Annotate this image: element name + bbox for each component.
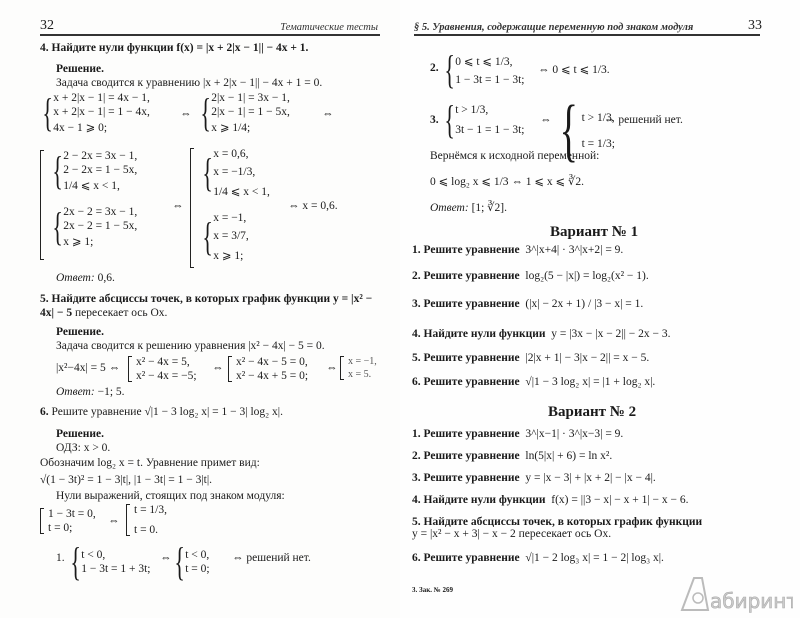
exercise-label: Решите уравнение	[423, 352, 520, 364]
substitution: Обозначим log₂ x = t. Уравнение примет вид:	[40, 457, 260, 469]
exercise-label: Найдите нули функции	[423, 494, 546, 506]
header-rule	[40, 34, 380, 36]
equiv-sign: ⇔	[540, 114, 552, 126]
exercise-expression: √|1 − 2 log₃ x| = 1 − 2| log₃ x|.	[525, 552, 664, 564]
square-bracket	[190, 148, 194, 268]
exercise-label: Решите уравнение	[423, 428, 520, 440]
odz: ОДЗ: x > 0.	[56, 442, 111, 454]
exercise-number: 6.	[412, 376, 421, 388]
back-substitution-text: Вернёмся к исходной переменной:	[430, 150, 600, 162]
equiv-sign: ⇔	[322, 108, 334, 120]
exercise-label: Найдите абсциссы точек, в которых график функции	[423, 516, 703, 528]
equiv-sign: ⇔	[212, 362, 224, 374]
equiv-sign: ⇔	[180, 108, 192, 120]
case-number: 1.	[56, 552, 65, 564]
exercise-item	[412, 352, 649, 364]
exercise-expression: ln(5|x| + 6) = ln x².	[525, 450, 613, 462]
equiv-sign: ⇔	[108, 515, 120, 527]
case-3-result: ⇔ решений нет.	[604, 114, 683, 126]
exercise-item	[412, 494, 689, 506]
solution-text: Задача сводится к решению уравнения |x² − 4x| − 5 = 0.	[56, 340, 325, 352]
equation: |x²−4x| = 5 ⇔	[56, 362, 121, 374]
case-2-result: ⇔ 0 ⩽ t ⩽ 1/3.	[538, 64, 610, 76]
exercise-item	[412, 516, 702, 540]
exercise-number: 1.	[412, 428, 421, 440]
solution-text: Задача сводится к уравнению |x + 2|x − 1|| − 4x + 1 = 0.	[56, 77, 323, 89]
exercise-number: 3.	[412, 298, 421, 310]
set-2: x² − 4x − 5 = 0, x² − 4x + 5 = 0;	[228, 356, 308, 382]
exercise-expression: log₂(5 − |x|) = log₂(x² − 1).	[525, 270, 649, 282]
set-3: x = −1, x = 5.	[340, 356, 377, 380]
exercise-number: 2.	[412, 450, 421, 462]
exercise-number: 4.	[412, 494, 421, 506]
case-3-solved: { t > 1/3, t = 1/3;	[559, 92, 615, 169]
equation: √(1 − 3t)² = 1 − 3|t|, |1 − 3t| = 1 − 3|t|.	[40, 474, 213, 486]
exercise-item	[412, 552, 664, 564]
exercise-expression: √|1 − 3 log₂ x| = |1 + log₂ x|.	[525, 376, 656, 388]
exercise-label: Решите уравнение	[423, 552, 520, 564]
exercise-number: 4.	[412, 328, 421, 340]
svg-text:абиринт: абиринт	[710, 589, 793, 613]
exercise-expression: y = |x² − x + 3| − x − 2 пересекает ось Ox.	[412, 528, 612, 540]
answer: Ответ: −1; 5.	[56, 386, 125, 398]
system-1: { x + 2|x − 1| = 4x − 1, x + 2|x − 1| = 1 − 4x, 4x − 1 ⩾ 0;	[42, 90, 150, 135]
answer: Ответ: [1; ∛2].	[430, 202, 508, 214]
solution-label: Решение.	[56, 428, 105, 440]
system-2: { 2|x − 1| = 3x − 1, 2|x − 1| = 1 − 5x, x ⩾ 1/4;	[200, 90, 290, 135]
exercise-item	[412, 270, 649, 282]
exercise-item	[412, 298, 643, 310]
problem-6-title: 6. Решите уравнение √|1 − 3 log₂ x| = 1 − 3| log₂ x|.	[40, 406, 283, 418]
exercise-expression: 3^|x−1| · 3^|x−3| = 9.	[525, 428, 624, 440]
page-number: 32	[40, 18, 54, 33]
case-1-solved: { t < 0, t = 0;	[174, 539, 210, 584]
system-4b: { x = −1, x = 3/7, x ⩾ 1;	[202, 212, 249, 262]
problem-5-title-cont: пересекает ось Ox.	[74, 307, 168, 319]
set-1: x² − 4x = 5, x² − 4x = −5;	[128, 356, 197, 382]
exercise-expression: y = |3x − |x − 2|| − 2x − 3.	[551, 328, 671, 340]
zeros-text: Нули выражений, стоящих под знаком модуля:	[56, 490, 285, 502]
exercise-item	[412, 428, 623, 440]
solution-label: Решение.	[56, 326, 105, 338]
problem-5-title: 5. Найдите абсциссы точек, в которых график функции y = |x² − 4x| − 5 пересекает ось Ox.	[40, 293, 373, 319]
equiv-sign: ⇔	[172, 200, 184, 212]
variant-1-title: Вариант № 1	[550, 224, 639, 240]
exercise-label: Решите уравнение	[423, 244, 520, 256]
exercise-expression: f(x) = ||3 − x| − x + 1| − x − 6.	[551, 494, 689, 506]
exercise-item	[412, 450, 612, 462]
exercise-label: Решите уравнение	[423, 376, 520, 388]
header-rule	[414, 34, 760, 36]
running-head: Тематические тесты	[280, 22, 378, 33]
set-zeros: 1 − 3t = 0, t = 0;	[40, 508, 96, 534]
exercise-expression: (|x| − 2x + 1) / |3 − x| = 1.	[525, 298, 644, 310]
exercise-expression: y = |x − 3| + |x + 2| − |x − 4|.	[525, 472, 656, 484]
exercise-item	[412, 328, 671, 340]
exercise-label: Решите уравнение	[423, 450, 520, 462]
exercise-item	[412, 376, 655, 388]
exercise-label: Найдите нули функции	[423, 328, 546, 340]
exercise-expression: |2|x + 1| − 3|x − 2|| = x − 5.	[525, 352, 650, 364]
exercise-number: 5.	[412, 516, 421, 528]
running-head: § 5. Уравнения, содержащие переменную под знаком модуля	[414, 22, 694, 33]
problem-4-title: 4. Найдите нули функции f(x) = |x + 2|x − 1|| − 4x + 1.	[40, 42, 309, 54]
exercise-number: 5.	[412, 352, 421, 364]
system-3b: { 2x − 2 = 3x − 1, 2x − 2 = 1 − 5x, x ⩾ 1;	[52, 204, 138, 249]
variant-2-title: Вариант № 2	[548, 404, 637, 420]
back-substitution-eq: 0 ⩽ log₂ x ⩽ 1/3 ⇔ 1 ⩽ x ⩽ ∛2.	[430, 176, 585, 188]
exercise-number: 1.	[412, 244, 421, 256]
case-number: 3.	[430, 114, 439, 126]
solution-label: Решение.	[56, 63, 105, 75]
exercise-expression: 3^|x+4| · 3^|x+2| = 9.	[525, 244, 624, 256]
exercise-label: Решите уравнение	[423, 298, 520, 310]
case-1-system: { t < 0, 1 − 3t = 1 + 3t;	[70, 539, 151, 584]
exercise-label: Решите уравнение	[423, 472, 520, 484]
exercise-number: 2.	[412, 270, 421, 282]
exercise-item	[412, 472, 656, 484]
page-number: 33	[748, 18, 762, 33]
case-number: 2.	[430, 62, 439, 74]
square-bracket	[40, 150, 44, 260]
result: ⇔ x = 0,6.	[288, 200, 338, 212]
equiv-sign: ⇔	[326, 362, 338, 374]
right-page	[400, 0, 800, 618]
system-3a: { 2 − 2x = 3x − 1, 2 − 2x = 1 − 5x, 1/4 ⩽ x < 1,	[52, 148, 138, 193]
case-3-system: { t > 1/3, 3t − 1 = 1 − 3t;	[444, 97, 525, 142]
exercise-label: Решите уравнение	[423, 270, 520, 282]
answer: Ответ: 0,6.	[56, 272, 115, 284]
equiv-sign: ⇔	[160, 552, 172, 564]
exercise-item	[412, 244, 623, 256]
exercise-number: 3.	[412, 472, 421, 484]
exercise-number: 6.	[412, 552, 421, 564]
system-4a: { x = 0,6, x = −1/3, 1/4 ⩽ x < 1,	[202, 148, 270, 198]
case-1-result: ⇔ решений нет.	[232, 552, 311, 564]
labirint-watermark-logo	[678, 574, 793, 617]
case-2-system: { 0 ⩽ t ⩽ 1/3, 1 − 3t = 1 − 3t;	[444, 47, 525, 92]
print-footer: 3. Зак. № 269	[412, 586, 454, 594]
set-zeros-solved: t = 1/3, t = 0.	[126, 504, 167, 536]
